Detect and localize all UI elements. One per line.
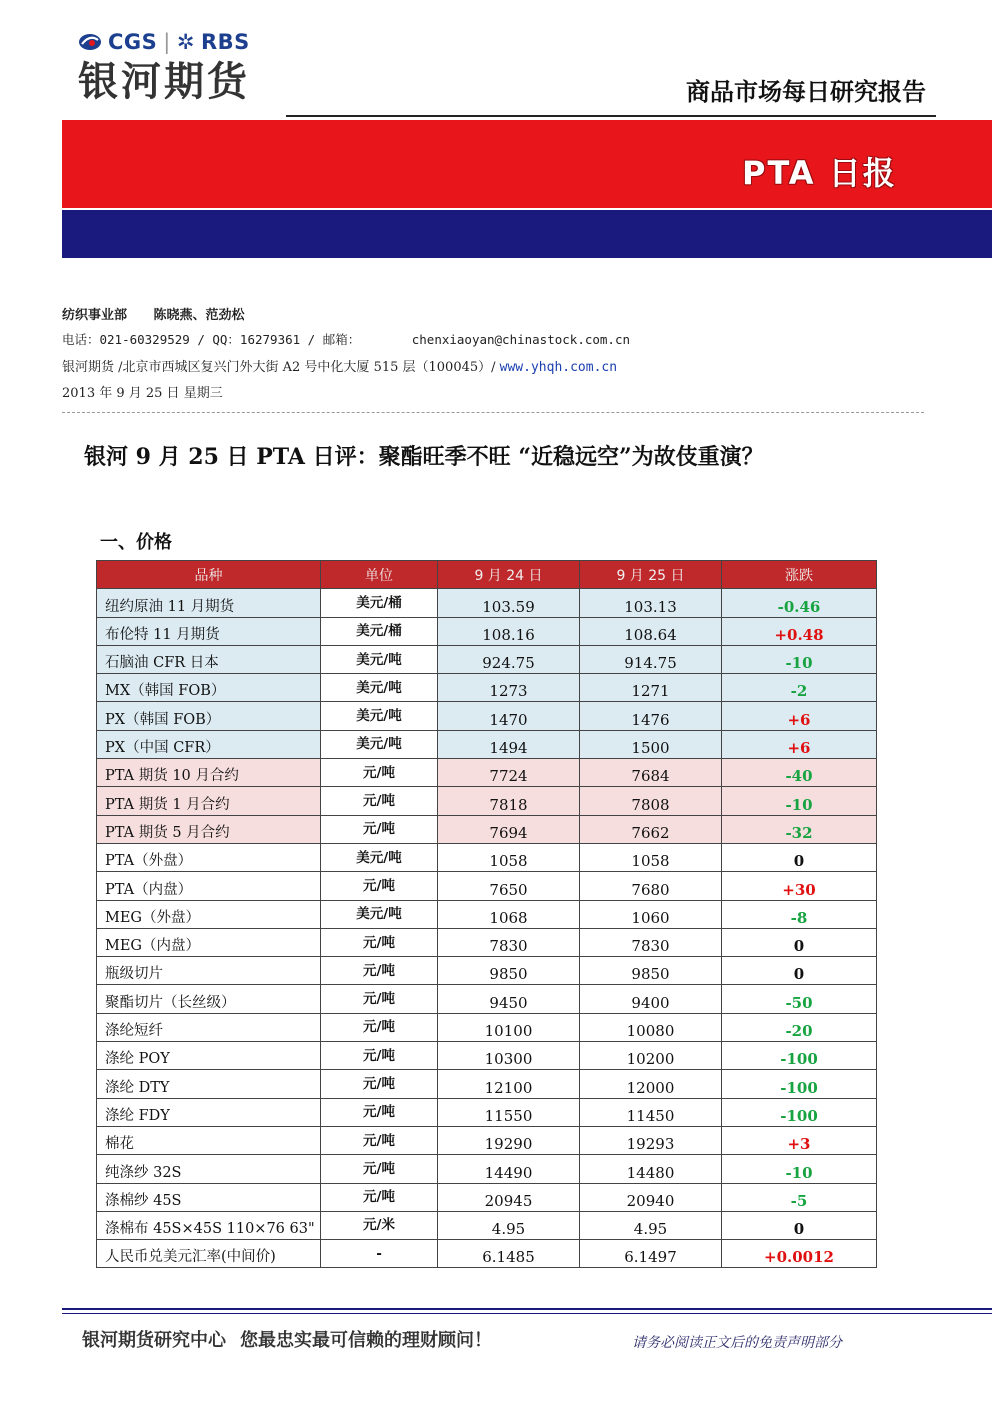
table-row <box>97 928 877 956</box>
authors: 陈晓燕、范劲松 <box>153 308 245 323</box>
article-headline: 银河 9 月 25 日 PTA 日评：聚酯旺季不旺 “近稳远空”为故伎重演？ <box>84 444 764 470</box>
product-name-cell: 涤纶 FDY <box>97 1098 321 1126</box>
price-sep25-cell: 19293 <box>580 1126 722 1154</box>
product-name-cell: MEG（内盘） <box>97 928 321 956</box>
price-sep25-cell: 11450 <box>580 1098 722 1126</box>
brand-partner: RBS <box>200 30 250 54</box>
price-sep25-cell: 14480 <box>580 1155 722 1183</box>
price-sep25-cell: 10200 <box>580 1042 722 1070</box>
product-name-cell: PTA（外盘） <box>97 843 321 871</box>
header-divider <box>286 115 936 117</box>
table-row <box>97 617 877 645</box>
table-row <box>97 702 877 730</box>
unit-cell: 元/吨 <box>321 985 438 1013</box>
header-product: 品种 <box>97 561 321 589</box>
price-sep24-cell: 10300 <box>438 1042 580 1070</box>
change-cell: -0.46 <box>722 589 877 617</box>
price-sep24-cell: 12100 <box>438 1070 580 1098</box>
change-cell: -8 <box>722 900 877 928</box>
banner-title: PTA 日报 <box>742 154 897 192</box>
section-title: 一、价格 <box>100 532 172 553</box>
price-sep24-cell: 1068 <box>438 900 580 928</box>
price-sep24-cell: 9450 <box>438 985 580 1013</box>
change-cell: -32 <box>722 815 877 843</box>
product-name-cell: 涤棉纱 45S <box>97 1183 321 1211</box>
product-name-cell: MEG（外盘） <box>97 900 321 928</box>
price-sep24-cell: 19290 <box>438 1126 580 1154</box>
report-title: 商品市场每日研究报告 <box>686 78 926 106</box>
product-name-cell: PTA 期货 10 月合约 <box>97 759 321 787</box>
change-cell: 0 <box>722 1211 877 1239</box>
product-name-cell: 涤纶短纤 <box>97 1013 321 1041</box>
unit-cell: 元/吨 <box>321 759 438 787</box>
price-sep25-cell: 4.95 <box>580 1211 722 1239</box>
product-name-cell: 聚酯切片（长丝级） <box>97 985 321 1013</box>
change-cell: -40 <box>722 759 877 787</box>
price-sep24-cell: 10100 <box>438 1013 580 1041</box>
change-cell: -2 <box>722 674 877 702</box>
unit-cell: 元/米 <box>321 1211 438 1239</box>
table-row <box>97 1013 877 1041</box>
unit-cell: 元/吨 <box>321 1126 438 1154</box>
product-name-cell: 纽约原油 11 月期货 <box>97 589 321 617</box>
table-row <box>97 674 877 702</box>
table-row <box>97 1211 877 1239</box>
price-sep24-cell: 7694 <box>438 815 580 843</box>
price-sep25-cell: 914.75 <box>580 645 722 673</box>
header-change: 涨跌 <box>722 561 877 589</box>
change-cell: -100 <box>722 1042 877 1070</box>
department: 纺织事业部 <box>62 308 128 323</box>
unit-cell: 元/吨 <box>321 928 438 956</box>
price-sep24-cell: 108.16 <box>438 617 580 645</box>
price-sep25-cell: 20940 <box>580 1183 722 1211</box>
blue-banner <box>62 210 992 258</box>
unit-cell: 美元/吨 <box>321 674 438 702</box>
change-cell: 0 <box>722 957 877 985</box>
price-sep25-cell: 108.64 <box>580 617 722 645</box>
footer-divider <box>62 1308 992 1310</box>
price-sep24-cell: 1470 <box>438 702 580 730</box>
price-sep25-cell: 1271 <box>580 674 722 702</box>
phone-qq: 电话：021-60329529 / QQ：16279361 / 邮箱： <box>62 332 361 347</box>
price-sep25-cell: 1060 <box>580 900 722 928</box>
product-name-cell: 涤纶 DTY <box>97 1070 321 1098</box>
unit-cell: 元/吨 <box>321 787 438 815</box>
product-name-cell: MX（韩国 FOB） <box>97 674 321 702</box>
price-sep25-cell: 7684 <box>580 759 722 787</box>
unit-cell: 美元/桶 <box>321 589 438 617</box>
dashed-divider <box>62 412 924 413</box>
product-name-cell: 棉花 <box>97 1126 321 1154</box>
table-row <box>97 730 877 758</box>
price-sep24-cell: 4.95 <box>438 1211 580 1239</box>
price-sep24-cell: 9850 <box>438 957 580 985</box>
table-row <box>97 759 877 787</box>
price-sep24-cell: 6.1485 <box>438 1240 580 1268</box>
unit-cell: 元/吨 <box>321 957 438 985</box>
change-cell: +30 <box>722 872 877 900</box>
unit-cell: 美元/吨 <box>321 702 438 730</box>
price-sep24-cell: 20945 <box>438 1183 580 1211</box>
report-date: 2013 年 9 月 25 日 星期三 <box>62 386 223 401</box>
price-table-body <box>97 589 877 1268</box>
price-sep25-cell: 1058 <box>580 843 722 871</box>
change-cell: -20 <box>722 1013 877 1041</box>
research-center-name: 银河期货研究中心 <box>82 1330 226 1351</box>
table-row <box>97 815 877 843</box>
change-cell: +0.48 <box>722 617 877 645</box>
header-date-24: 9 月 24 日 <box>438 561 580 589</box>
brand-separator: | <box>163 30 171 54</box>
author-line <box>62 304 245 323</box>
table-row <box>97 787 877 815</box>
product-name-cell: 纯涤纱 32S <box>97 1155 321 1183</box>
product-name-cell: PTA 期货 1 月合约 <box>97 787 321 815</box>
brand-cn: 银河期货 <box>78 59 250 105</box>
change-cell: -50 <box>722 985 877 1013</box>
price-sep24-cell: 7724 <box>438 759 580 787</box>
change-cell: +0.0012 <box>722 1240 877 1268</box>
price-sep25-cell: 7662 <box>580 815 722 843</box>
product-name-cell: PX（中国 CFR） <box>97 730 321 758</box>
header-date-25: 9 月 25 日 <box>580 561 722 589</box>
price-sep24-cell: 1273 <box>438 674 580 702</box>
price-sep24-cell: 103.59 <box>438 589 580 617</box>
price-sep25-cell: 7680 <box>580 872 722 900</box>
change-cell: -10 <box>722 1155 877 1183</box>
unit-cell: 美元/桶 <box>321 617 438 645</box>
cgs-swirl-icon <box>78 32 102 52</box>
table-row <box>97 843 877 871</box>
website-link[interactable]: www.yhqh.com.cn <box>499 360 618 375</box>
address: 银河期货 /北京市西城区复兴门外大街 A2 号中化大厦 515 层（100045）/ <box>62 360 500 375</box>
product-name-cell: 涤棉布 45S×45S 110×76 63" <box>97 1211 321 1239</box>
change-cell: -100 <box>722 1070 877 1098</box>
product-name-cell: 瓶级切片 <box>97 957 321 985</box>
price-sep24-cell: 1494 <box>438 730 580 758</box>
price-sep25-cell: 12000 <box>580 1070 722 1098</box>
table-row <box>97 1183 877 1211</box>
unit-cell: 美元/吨 <box>321 730 438 758</box>
price-sep25-cell: 7808 <box>580 787 722 815</box>
table-row <box>97 1070 877 1098</box>
price-sep25-cell: 9400 <box>580 985 722 1013</box>
price-sep24-cell: 1058 <box>438 843 580 871</box>
change-cell: +6 <box>722 702 877 730</box>
table-row <box>97 872 877 900</box>
product-name-cell: 涤纶 POY <box>97 1042 321 1070</box>
price-sep25-cell: 7830 <box>580 928 722 956</box>
price-sep24-cell: 7650 <box>438 872 580 900</box>
price-sep24-cell: 11550 <box>438 1098 580 1126</box>
table-row <box>97 1126 877 1154</box>
change-cell: +3 <box>722 1126 877 1154</box>
header-unit: 单位 <box>321 561 438 589</box>
unit-cell: 元/吨 <box>321 815 438 843</box>
table-row <box>97 1240 877 1268</box>
unit-cell: 美元/吨 <box>321 645 438 673</box>
unit-cell: 元/吨 <box>321 1098 438 1126</box>
product-name-cell: 布伦特 11 月期货 <box>97 617 321 645</box>
table-header-row <box>97 561 877 589</box>
price-sep25-cell: 9850 <box>580 957 722 985</box>
change-cell: +6 <box>722 730 877 758</box>
table-row <box>97 900 877 928</box>
price-sep25-cell: 1500 <box>580 730 722 758</box>
price-sep25-cell: 1476 <box>580 702 722 730</box>
change-cell: 0 <box>722 843 877 871</box>
product-name-cell: PX（韩国 FOB） <box>97 702 321 730</box>
table-row <box>97 1098 877 1126</box>
price-sep25-cell: 10080 <box>580 1013 722 1041</box>
price-table <box>96 560 877 1268</box>
product-name-cell: PTA（内盘） <box>97 872 321 900</box>
price-sep25-cell: 6.1497 <box>580 1240 722 1268</box>
table-row <box>97 1042 877 1070</box>
product-name-cell: PTA 期货 5 月合约 <box>97 815 321 843</box>
product-name-cell: 石脑油 CFR 日本 <box>97 645 321 673</box>
unit-cell: 元/吨 <box>321 1183 438 1211</box>
unit-cell: 美元/吨 <box>321 900 438 928</box>
price-sep24-cell: 7818 <box>438 787 580 815</box>
disclaimer-note: 请务必阅读正文后的免责声明部分 <box>632 1335 842 1351</box>
slogan-text: 您最忠实最可信赖的理财顾问！ <box>240 1330 492 1351</box>
unit-cell: - <box>321 1240 438 1268</box>
change-cell: -10 <box>722 645 877 673</box>
change-cell: 0 <box>722 928 877 956</box>
unit-cell: 美元/吨 <box>321 843 438 871</box>
table-row <box>97 645 877 673</box>
table-row <box>97 957 877 985</box>
change-cell: -10 <box>722 787 877 815</box>
price-sep24-cell: 14490 <box>438 1155 580 1183</box>
unit-cell: 元/吨 <box>321 872 438 900</box>
price-sep24-cell: 7830 <box>438 928 580 956</box>
footer-divider-thin <box>62 1313 992 1314</box>
price-sep24-cell: 924.75 <box>438 645 580 673</box>
rbs-logo-icon: ✲ <box>176 30 195 54</box>
table-row <box>97 589 877 617</box>
address-line <box>62 356 617 375</box>
change-cell: -5 <box>722 1183 877 1211</box>
brand-latin: CGS <box>108 30 158 54</box>
unit-cell: 元/吨 <box>321 1013 438 1041</box>
footer-slogan <box>82 1326 492 1352</box>
product-name-cell: 人民币兑美元汇率(中间价) <box>97 1240 321 1268</box>
company-logo <box>78 30 278 116</box>
unit-cell: 元/吨 <box>321 1070 438 1098</box>
table-row <box>97 985 877 1013</box>
unit-cell: 元/吨 <box>321 1042 438 1070</box>
contact-line <box>62 330 630 348</box>
price-sep25-cell: 103.13 <box>580 589 722 617</box>
change-cell: -100 <box>722 1098 877 1126</box>
email-address[interactable]: chenxiaoyan@chinastock.com.cn <box>411 332 630 347</box>
table-row <box>97 1155 877 1183</box>
unit-cell: 元/吨 <box>321 1155 438 1183</box>
